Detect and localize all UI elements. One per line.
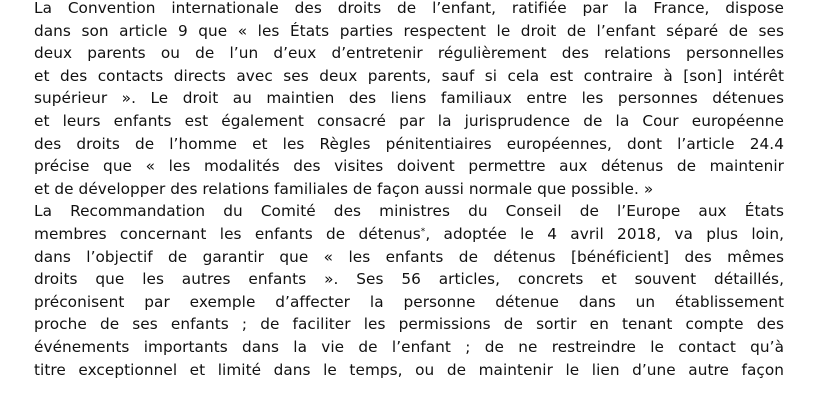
text-segment: , adoptée le 4 avril 2018, va plus loin, <box>425 224 785 243</box>
text-line: La Recommandation du Comité des ministres du Conseil de l’Europe aux États <box>34 202 784 221</box>
paragraph-recommendation <box>34 200 784 381</box>
paragraph-convention <box>34 0 784 200</box>
text-line: des droits de l’homme et les Règles pénitentiaires européennes, dont l’article 24.4 <box>34 134 784 153</box>
text-line: dans l’objectif de garantir que « les enfants de détenus [bénéficient] des mêmes <box>34 247 784 266</box>
text-line: précise que « les modalités des visites doivent permettre aux détenus de maintenir <box>34 157 784 176</box>
text-line: proche de ses enfants ; de faciliter les permissions de sortir en tenant compte des <box>34 315 784 334</box>
text-line: La Convention internationale des droits de l’enfant, ratifiée par la France, dispose <box>34 0 784 17</box>
text-line: et de développer des relations familiales de façon aussi normale que possible. » <box>34 179 654 198</box>
text-line: supérieur ». Le droit au maintien des liens familiaux entre les personnes détenues <box>34 89 784 108</box>
text-line-with-footnote <box>34 223 784 246</box>
text-segment: membres concernant les enfants de détenus <box>34 224 421 243</box>
body-text <box>34 0 784 381</box>
text-line: et leurs enfants est également consacré par la jurisprudence de la Cour européenne <box>34 111 784 130</box>
text-line: et des contacts directs avec ses deux parents, sauf si cela est contraire à [son] intérêt <box>34 66 784 85</box>
text-line: titre exceptionnel et limité dans le temps, ou de maintenir le lien d’une autre façon <box>34 360 784 379</box>
text-line: deux parents ou de l’un d’eux d’entretenir régulièrement des relations personnelles <box>34 44 784 63</box>
text-line: dans son article 9 que « les États parties respectent le droit de l’enfant séparé de ses <box>34 21 784 40</box>
text-line: événements importants dans la vie de l’enfant ; de ne restreindre le contact qu’à <box>34 337 784 356</box>
text-line: préconisent par exemple d’affecter la personne détenue dans un établissement <box>34 292 784 311</box>
text-line: droits que les autres enfants ». Ses 56 articles, concrets et souvent détaillés, <box>34 270 784 289</box>
footnote-marker[interactable]: * <box>420 226 426 237</box>
